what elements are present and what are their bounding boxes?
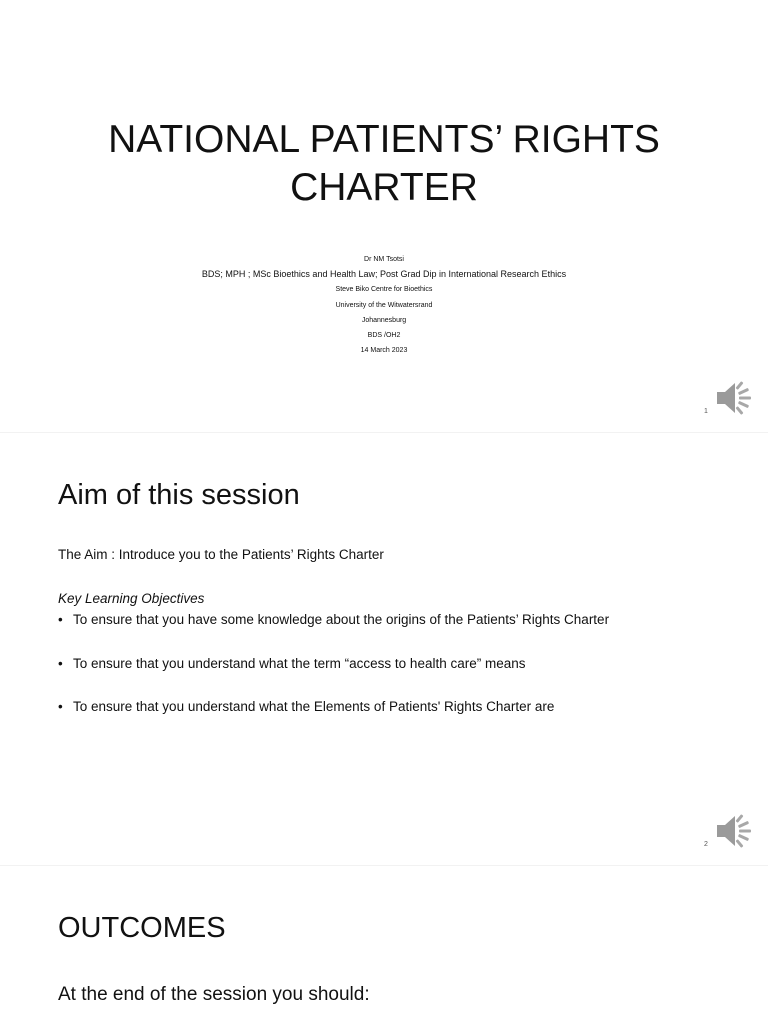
bullet-icon: • bbox=[58, 655, 63, 671]
speaker-icon[interactable] bbox=[714, 378, 754, 418]
title-line-1: NATIONAL PATIENTS’ RIGHTS bbox=[108, 118, 660, 161]
slide-1 bbox=[0, 0, 768, 432]
objectives-list bbox=[58, 611, 609, 742]
bullet-icon: • bbox=[58, 612, 63, 627]
aim-text: The Aim : Introduce you to the Patients’ Rights Charter bbox=[58, 547, 384, 562]
city: Johannesburg bbox=[361, 316, 407, 324]
centre: Steve Biko Centre for Bioethics bbox=[335, 286, 433, 294]
objective-item: • To ensure that you understand what the term “access to health care” means bbox=[58, 655, 526, 671]
objective-item: • To ensure that you understand what the Elements of Patients' Rights Charter are bbox=[58, 699, 555, 714]
slide-heading: OUTCOMES bbox=[58, 912, 226, 944]
slide-subtitle bbox=[120, 252, 648, 358]
course: BDS /OH2 bbox=[367, 332, 401, 340]
date: 14 March 2023 bbox=[360, 347, 408, 355]
qualifications: BDS; MPH ; MSc Bioethics and Health Law; Post Grad Dip in International Research Ethics bbox=[201, 269, 567, 280]
page-number: 1 bbox=[704, 408, 708, 415]
slide-heading: Aim of this session bbox=[58, 479, 300, 511]
author: Dr NM Tsotsi bbox=[364, 256, 404, 263]
objectives-label: Key Learning Objectives bbox=[58, 591, 205, 606]
objective-item: • To ensure that you have some knowledge about the origins of the Patients’ Rights Charter bbox=[58, 612, 610, 627]
slide-2 bbox=[0, 433, 768, 865]
slide-3 bbox=[0, 866, 768, 1024]
outcomes-lead: At the end of the session you should: bbox=[58, 984, 370, 1005]
slide-title bbox=[60, 116, 708, 212]
page-number: 2 bbox=[704, 841, 708, 848]
university: University of the Witwatersrand bbox=[335, 301, 433, 309]
bullet-icon: • bbox=[58, 699, 63, 714]
title-line-2: CHARTER bbox=[290, 166, 478, 209]
speaker-icon[interactable] bbox=[714, 811, 754, 851]
